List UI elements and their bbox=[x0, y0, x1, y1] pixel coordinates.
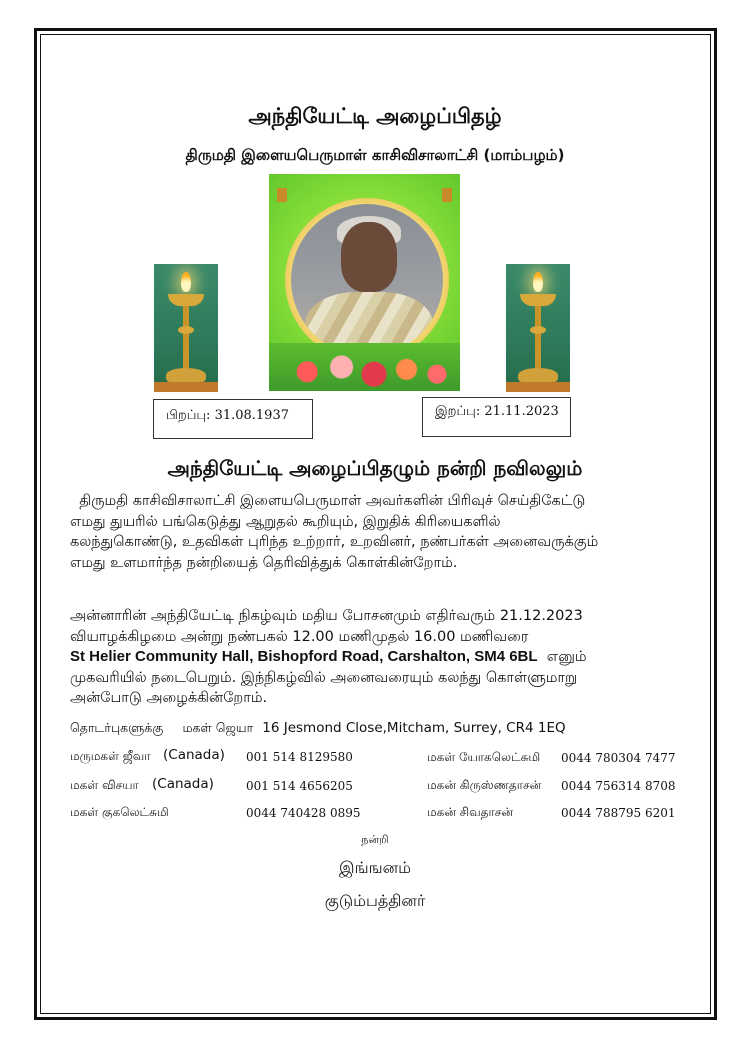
sign-off-word: இங்ஙனம் bbox=[339, 858, 411, 877]
thanks-line: கலந்துகொண்டு, உதவிகள் புரிந்த உற்றார், உறவினர், நண்பர்கள் அனைவருக்கும் bbox=[70, 534, 599, 550]
contact-address-line bbox=[70, 717, 566, 737]
invitation-paragraph bbox=[70, 606, 587, 709]
contact-name: மகன் கிருஸ்ணதாசன் bbox=[427, 778, 542, 792]
contact-country: (Canada) bbox=[152, 776, 214, 792]
contact-phone: 0044 780304 7477 bbox=[561, 751, 676, 765]
contact-name: மகள் யோகலெட்சுமி bbox=[427, 750, 541, 764]
family-signature: குடும்பத்தினர் bbox=[324, 891, 426, 910]
thanks-paragraph bbox=[70, 491, 598, 573]
contact-name: மகள் விசயா bbox=[70, 778, 139, 792]
venue-address: St Helier Community Hall, Bishopford Road, Carshalton, SM4 6BL bbox=[70, 648, 538, 665]
invite-line: வியாழக்கிழமை அன்று நண்பகல் 12.00 மணிமுதல் 16.00 மணிவரை bbox=[70, 628, 529, 645]
contact-address: 16 Jesmond Close,Mitcham, Surrey, CR4 1EQ bbox=[262, 720, 566, 736]
contact-name: மருமகள் ஜீவா bbox=[70, 749, 151, 763]
oil-lamp-right-image bbox=[506, 264, 570, 392]
contact-country: (Canada) bbox=[163, 747, 225, 763]
venue-line bbox=[70, 647, 587, 668]
page-title: அந்தியேட்டி அழைப்பிதழ் bbox=[248, 104, 502, 128]
death-date-box: இறப்பு: 21.11.2023 bbox=[422, 397, 571, 437]
invite-line: அன்போடு அழைக்கின்றோம். bbox=[70, 690, 268, 706]
birth-date-box: பிறப்பு: 31.08.1937 bbox=[153, 399, 313, 439]
contact-label: தொடர்புகளுக்கு bbox=[70, 720, 164, 735]
contact-phone: 0044 740428 0895 bbox=[246, 806, 361, 820]
deceased-name: திருமதி இளையபெருமாள் காசிவிசாலாட்சி (மாம்பழம்) bbox=[185, 146, 565, 164]
contact-name: மகள் குகலெட்சுமி bbox=[70, 805, 169, 819]
contact-phone: 001 514 8129580 bbox=[246, 750, 353, 764]
contact-phone: 0044 788795 6201 bbox=[561, 806, 676, 820]
contact-phone: 0044 756314 8708 bbox=[561, 779, 676, 793]
invite-line: அன்னாரின் அந்தியேட்டி நிகழ்வும் மதிய போசனமும் எதிர்வரும் 21.12.2023 bbox=[70, 608, 583, 624]
thanks-line: திருமதி காசிவிசாலாட்சி இளையபெருமாள் அவர்களின் பிரிவுச் செய்திகேட்டு bbox=[70, 493, 586, 509]
portrait-photo bbox=[269, 174, 460, 391]
contact-person: மகள் ஜெயா bbox=[182, 720, 254, 735]
venue-suffix: எனும் bbox=[537, 649, 587, 665]
thanks-line: எமது உளமார்ந்த நன்றியைத் தெரிவித்துக் கொள்கின்றோம். bbox=[70, 554, 458, 571]
contact-phone: 001 514 4656205 bbox=[246, 779, 353, 793]
contact-name: மகன் சிவதாசன் bbox=[427, 805, 514, 819]
section-heading: அந்தியேட்டி அழைப்பிதழும் நன்றி நவிலலும் bbox=[167, 456, 583, 480]
thanks-line: எமது துயரில் பங்கெடுத்து ஆறுதல் கூறியும், இறுதிக் கிரியைகளில் bbox=[70, 513, 501, 530]
oil-lamp-left-image bbox=[154, 264, 218, 392]
invite-line: முகவரியில் நடைபெறும். இந்நிகழ்வில் அனைவரையும் கலந்து கொள்ளுமாறு bbox=[70, 669, 578, 686]
thanks-word: நன்றி bbox=[361, 833, 389, 846]
